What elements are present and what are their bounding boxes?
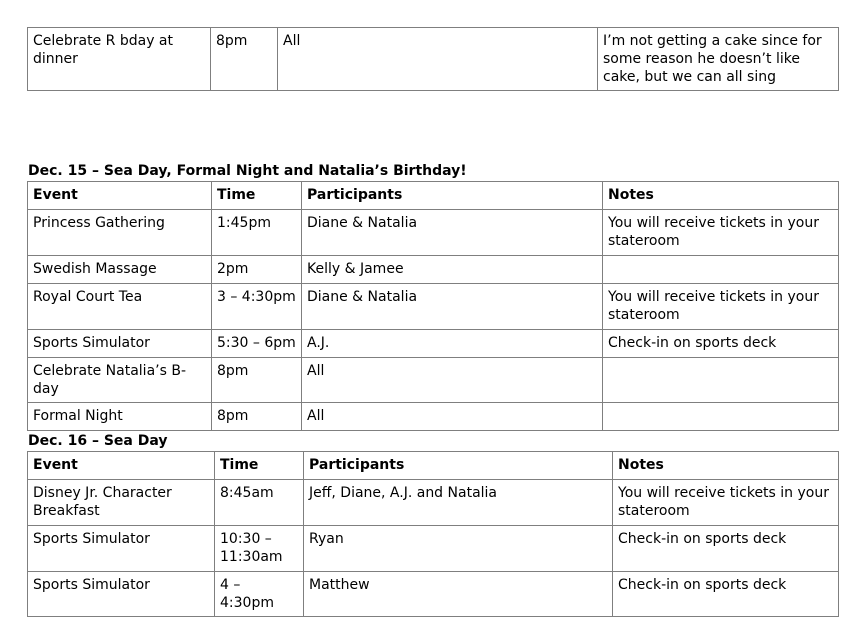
- table-row: [28, 210, 839, 256]
- schedule-table-dec16: [27, 451, 839, 617]
- schedule-table-dec15: [27, 181, 839, 431]
- table-row: [28, 28, 839, 91]
- time-cell: 8pm: [211, 28, 278, 91]
- schedule-table-prev: [27, 27, 839, 91]
- event-cell: Disney Jr. Character Breakfast: [28, 480, 215, 526]
- event-cell: Celebrate R bday at dinner: [28, 28, 211, 91]
- notes-cell: [603, 403, 839, 431]
- notes-cell: You will receive tickets in your stateroom: [603, 284, 839, 330]
- notes-cell: You will receive tickets in your stateroom: [603, 210, 839, 256]
- time-cell: 1:45pm: [212, 210, 302, 256]
- table-row: [28, 480, 839, 526]
- participants-cell: Diane & Natalia: [302, 284, 603, 330]
- participants-cell: A.J.: [302, 330, 603, 358]
- event-cell: Sports Simulator: [28, 330, 212, 358]
- participants-cell: Matthew: [304, 572, 613, 617]
- header-participants: Participants: [302, 182, 603, 210]
- header-event: Event: [28, 452, 215, 480]
- header-time: Time: [215, 452, 304, 480]
- participants-cell: All: [278, 28, 598, 91]
- event-cell: Swedish Massage: [28, 256, 212, 284]
- time-cell: 8pm: [212, 358, 302, 403]
- time-cell: 3 – 4:30pm: [212, 284, 302, 330]
- notes-cell: You will receive tickets in your stateroom: [613, 480, 839, 526]
- notes-cell: I’m not getting a cake since for some reason he doesn’t like cake, but we can all sing: [598, 28, 839, 91]
- table-header-row: [28, 452, 839, 480]
- participants-cell: All: [302, 358, 603, 403]
- header-notes: Notes: [613, 452, 839, 480]
- time-cell: 2pm: [212, 256, 302, 284]
- event-cell: Sports Simulator: [28, 572, 215, 617]
- notes-cell: [603, 358, 839, 403]
- notes-cell: Check-in on sports deck: [613, 526, 839, 572]
- header-notes: Notes: [603, 182, 839, 210]
- time-cell: 8pm: [212, 403, 302, 431]
- table-row: [28, 572, 839, 617]
- header-event: Event: [28, 182, 212, 210]
- notes-cell: Check-in on sports deck: [613, 572, 839, 617]
- participants-cell: Diane & Natalia: [302, 210, 603, 256]
- section-title-dec15: Dec. 15 – Sea Day, Formal Night and Natalia’s Birthday!: [28, 163, 467, 179]
- table-row: [28, 256, 839, 284]
- event-cell: Formal Night: [28, 403, 212, 431]
- participants-cell: Ryan: [304, 526, 613, 572]
- table-row: [28, 358, 839, 403]
- section-title-dec16: Dec. 16 – Sea Day: [28, 433, 168, 449]
- table-row: [28, 403, 839, 431]
- notes-cell: [603, 256, 839, 284]
- participants-cell: Jeff, Diane, A.J. and Natalia: [304, 480, 613, 526]
- event-cell: Princess Gathering: [28, 210, 212, 256]
- header-participants: Participants: [304, 452, 613, 480]
- table-row: [28, 526, 839, 572]
- participants-cell: Kelly & Jamee: [302, 256, 603, 284]
- table-header-row: [28, 182, 839, 210]
- time-cell: 8:45am: [215, 480, 304, 526]
- event-cell: Sports Simulator: [28, 526, 215, 572]
- time-cell: 5:30 – 6pm: [212, 330, 302, 358]
- table-row: [28, 330, 839, 358]
- header-time: Time: [212, 182, 302, 210]
- table-row: [28, 284, 839, 330]
- participants-cell: All: [302, 403, 603, 431]
- notes-cell: Check-in on sports deck: [603, 330, 839, 358]
- time-cell: 4 – 4:30pm: [215, 572, 304, 617]
- event-cell: Celebrate Natalia’s B-day: [28, 358, 212, 403]
- time-cell: 10:30 – 11:30am: [215, 526, 304, 572]
- event-cell: Royal Court Tea: [28, 284, 212, 330]
